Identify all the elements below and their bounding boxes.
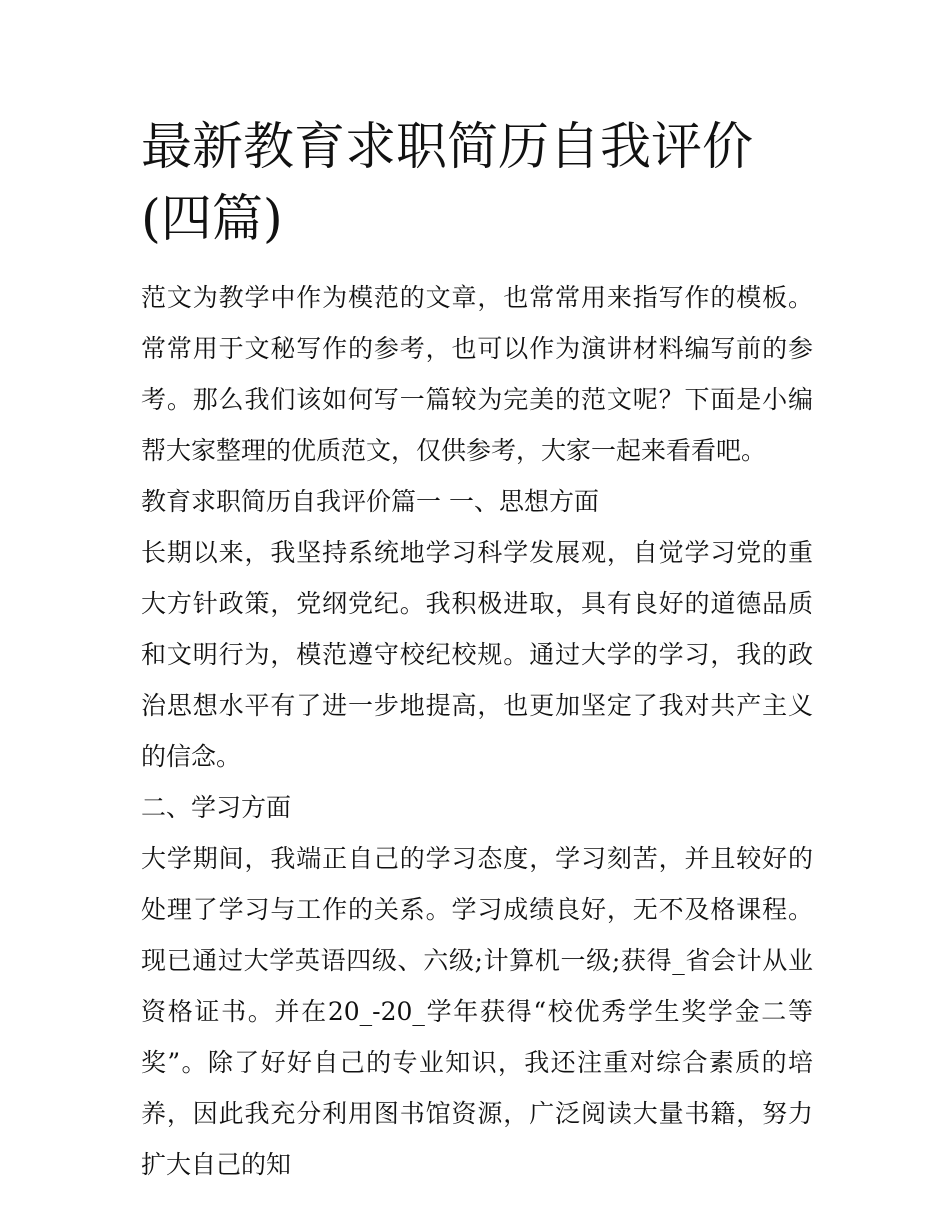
study-paragraph: 大学期间，我端正自己的学习态度，学习刻苦，并且较好的处理了学习与工作的关系。学习成绩良好，无不及格课程。现已通过大学英语四级、六级;计算机一级;获得_省会计从业资格证书。并在20_-20_学年获得“校优秀学生奖学金二等奖”。除了好好自己的专业知识，我还注重对综合素质的培养，因此我充分利用图书馆资源，广泛阅读大量书籍，努力扩大自己的知	[141, 844, 813, 1179]
section-heading-thought: 教育求职简历自我评价篇一 一、思想方面	[141, 487, 599, 516]
document-title: 最新教育求职简历自我评价(四篇)	[141, 118, 754, 249]
section-heading-study: 二、学习方面	[141, 793, 292, 822]
thought-paragraph: 长期以来，我坚持系统地学习科学发展观，自觉学习党的重大方针政策，党纲党纪。我积极进取，具有良好的道德品质和文明行为，模范遵守校纪校规。通过大学的学习，我的政治思想水平有了进一步地提高，也更加坚定了我对共产主义的信念。	[141, 538, 813, 771]
intro-paragraph: 范文为教学中作为模范的文章，也常常用来指写作的模板。常常用于文秘写作的参考，也可以作为演讲材料编写前的参考。那么我们该如何写一篇较为完美的范文呢？下面是小编帮大家整理的优质范文，仅供参考，大家一起来看看吧。	[141, 283, 813, 465]
document-page	[141, 112, 813, 1190]
